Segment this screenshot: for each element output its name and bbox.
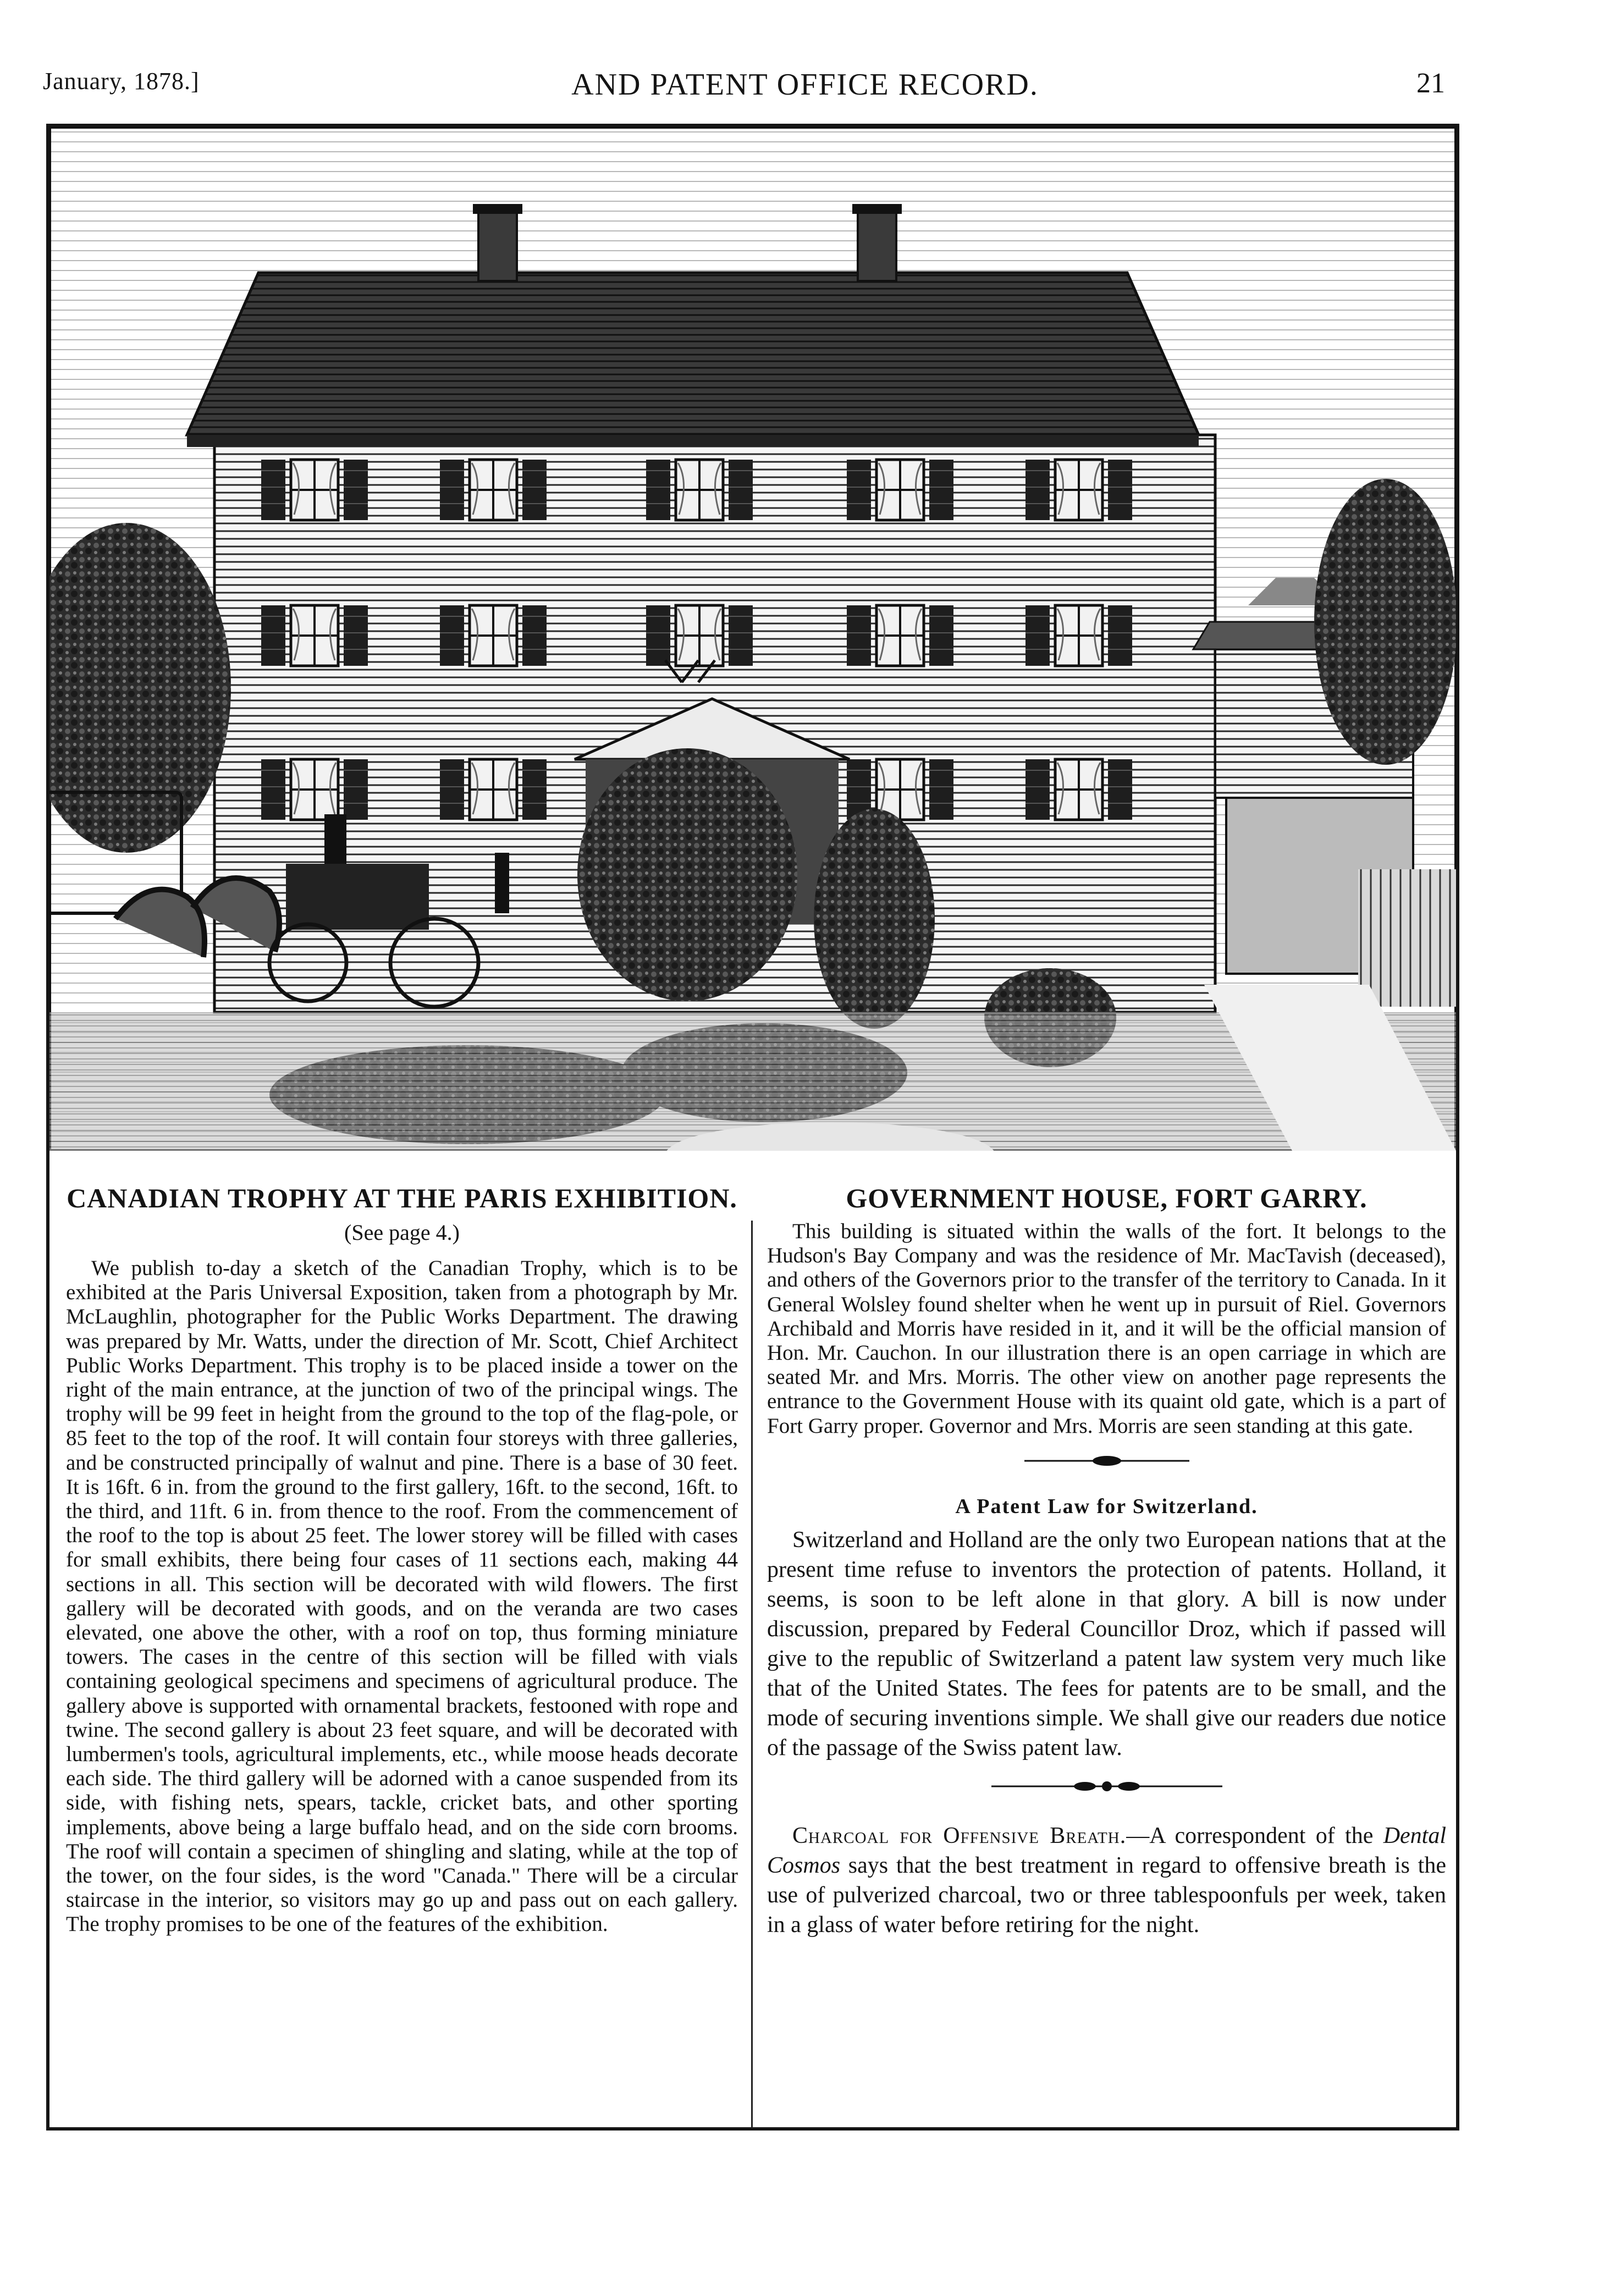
left-column (66, 1182, 738, 1937)
right-column (767, 1182, 1446, 1940)
article-body-charcoal (767, 1821, 1446, 1940)
page-number: 21 (1416, 68, 1445, 99)
running-head-title: AND PATENT OFFICE RECORD. (571, 68, 1039, 102)
article-heading-canadian-trophy: CANADIAN TROPHY AT THE PARIS EXHIBITION. (67, 1183, 737, 1213)
article-body-swiss-patent: Switzerland and Holland are the only two European nations that at the present time refuse to inventors the protection of patents. Holland, it seems, is soon to be left alone in that glory. A bill is now under discussion, prepared by Federal Councillor Droz, which if passed will give to the republic of Switzerland a patent law system very much like that of the United States. The fees for patents are to be small, and the mode of securing inventions simple. We shall give our readers due notice of the passage of the Swiss patent law. (767, 1527, 1446, 1760)
government-house-engraving (49, 127, 1456, 1151)
see-page-note: (See page 4.) (344, 1220, 460, 1245)
ornament-rule-icon (1024, 1455, 1189, 1467)
column-rule (751, 1221, 753, 2128)
article-heading-government-house: GOVERNMENT HOUSE, FORT GARRY. (846, 1183, 1368, 1213)
charcoal-text-post: says that the best treatment in regard to offensive breath is the use of pulverized charcoal, two or three tablespoonfuls per week, taken in a glass of water before retiring for the night. (767, 1852, 1446, 1938)
article-body-canadian-trophy: We publish to-day a sketch of the Canadian Trophy, which is to be exhibited at the Paris Universal Exposition, taken from a photograph by Mr. McLaughlin, photographer for the Public Works Department. The drawing was prepared by Mr. Watts, under the direction of Mr. Scott, Chief Architect Public Works Department. This trophy is to be placed inside a tower on the right of the main entrance, at the junction of two of the principal wings. The trophy will be 99 feet in height from the ground to the top of the flag-pole, or 85 feet to the top of the roof. It will contain four storeys with three galleries, and be constructed principally of walnut and pine. There is a base of 30 feet. It is 16ft. 6 in. from the ground to the first gallery, 16ft. to the second, 16ft. to the third, and 11ft. 6 in. from thence to the roof. From the commencement of the roof to the top is about 25 feet. The lower storey will be filled with cases for small exhibits, there being four cases of 11 sections each, making 44 sections in all. This section will be decorated with wild flowers. The first gallery will be decorated with goods, and on the veranda are two cases elevated, one above the other, with a roof on top, thus forming miniature towers. The cases in the centre of this section will be filled with vials containing geological specimens and specimens of agricultural produce. The gallery above is supported with ornamental brackets, festooned with rope and twine. The second gallery is about 23 feet square, and will be decorated with lumbermen's tools, agricultural implements, etc., while moose heads decorate each side. The third gallery will be adorned with a canoe suspended from its side, with fishing nets, spears, tackle, cricket bats, and other sporting implements, above being a large buffalo head, and on the side corn brooms. The roof will contain a specimen of shingling and slating, while at the top of the tower, on the four sides, is the word "Canada." There will be a circular staircase in the interior, so visitors may go up and pass out on each gallery. The trophy promises to be one of the features of the exhibition. (66, 1256, 738, 1936)
article-body-government-house: This building is situated within the walls of the fort. It belongs to the Hudson's Bay Company and was the residence of Mr. MacTavish (deceased), and others of the Governors prior to the transfer of the territory to Canada. In it General Wolsley found shelter when he went up in pursuit of Riel. Governors Archibald and Morris have resided in it, and it will be the official mansion of Hon. Mr. Cauchon. In our illustration there is an open carriage in which are seated Mr. and Mrs. Morris. The other view on another page represents the entrance to the Government House with its quaint old gate, which is a part of Fort Garry proper. Governor and Mrs. Morris are seen standing at this gate. (767, 1219, 1446, 1438)
journal-name: Dental Cosmos (767, 1823, 1446, 1878)
charcoal-lead: Charcoal for Offensive Breath. (792, 1823, 1127, 1848)
article-heading-swiss-patent: A Patent Law for Switzerland. (955, 1494, 1258, 1518)
ornament-rule-icon (991, 1779, 1222, 1793)
running-head-date: January, 1878.] (43, 68, 200, 95)
charcoal-text-pre: —A correspondent of the (1126, 1823, 1383, 1848)
